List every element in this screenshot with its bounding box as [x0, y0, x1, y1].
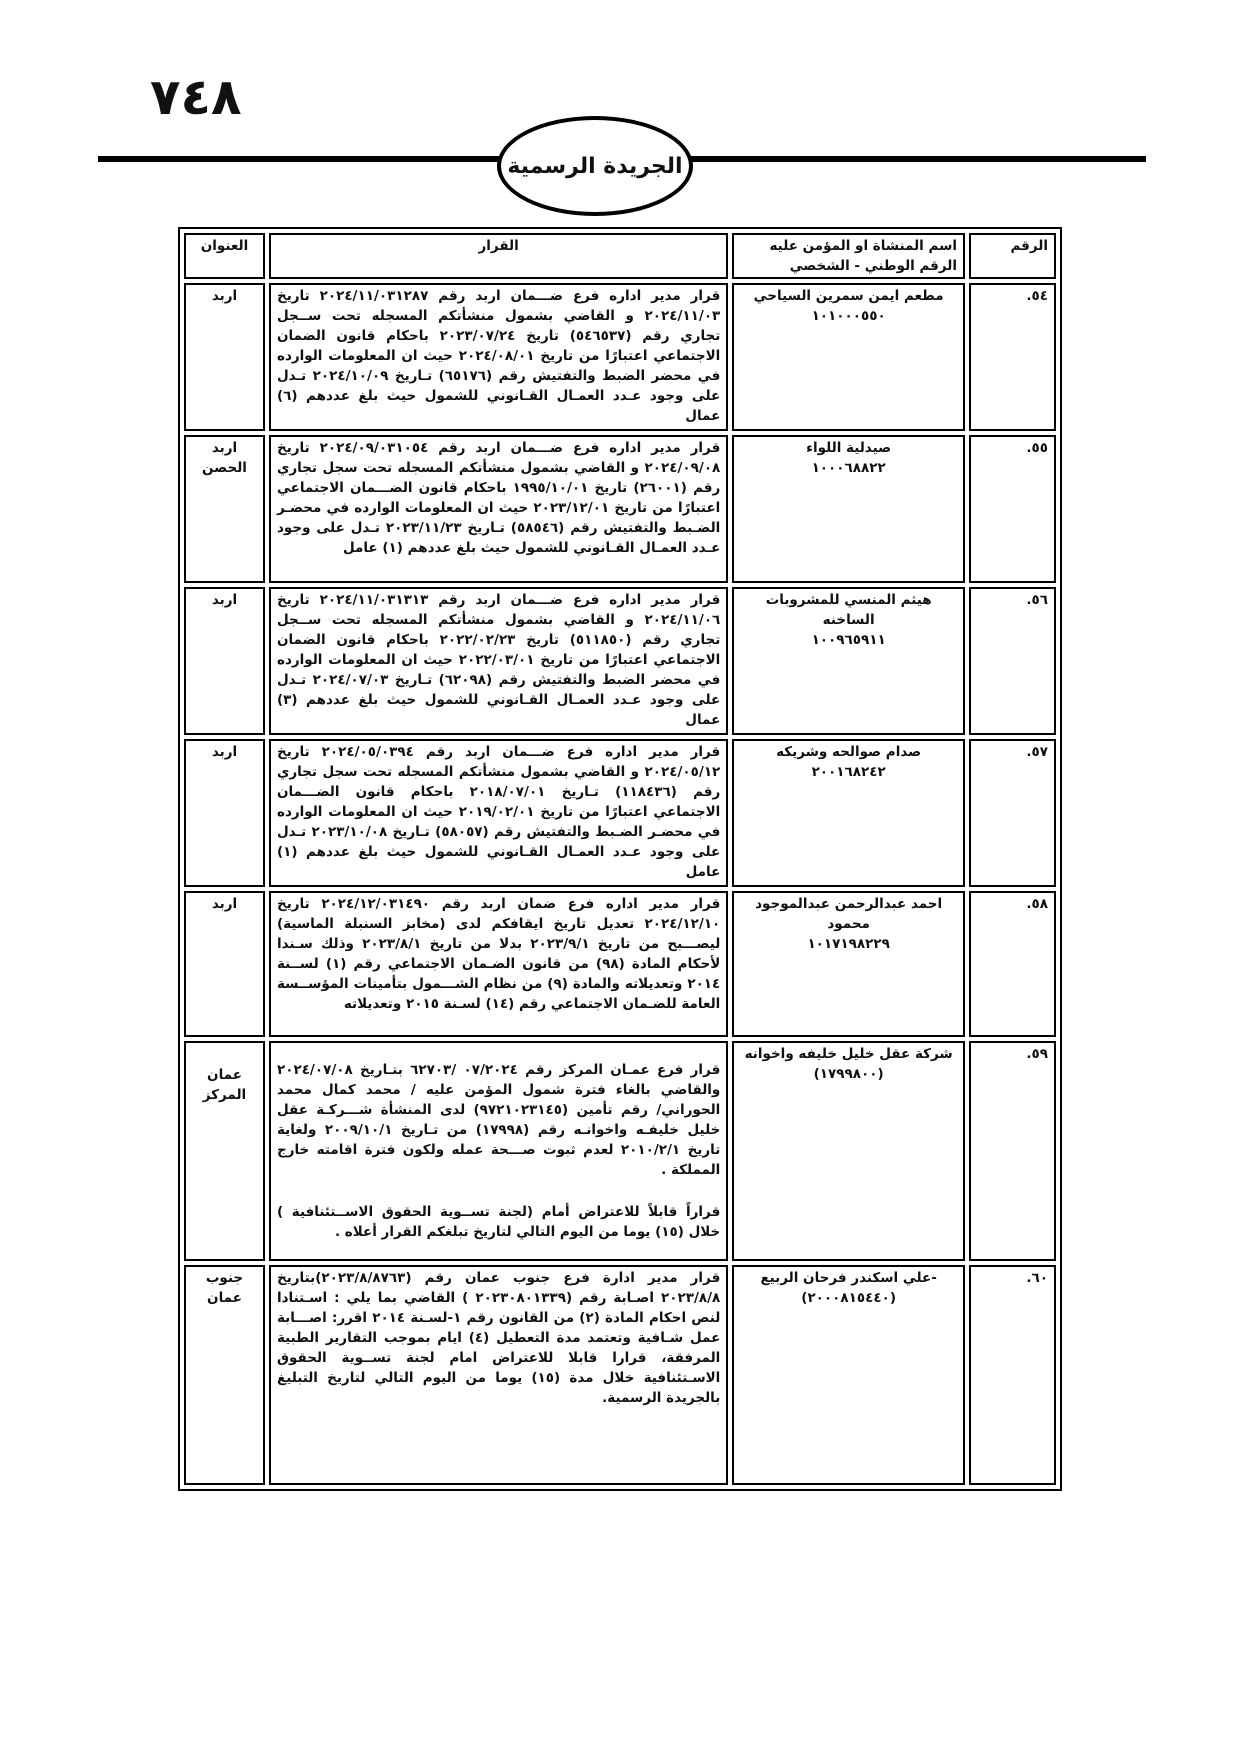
row-number: ٦٠.: [969, 1265, 1056, 1485]
row-address: اربد: [184, 891, 265, 1037]
row-number: ٥٥.: [969, 435, 1056, 583]
entity-id: ٢٠٠١٦٨٢٤٢: [811, 764, 886, 780]
row-address: اربد: [184, 739, 265, 887]
row-address: عمان المركز: [184, 1041, 265, 1261]
row-decision: [269, 435, 728, 583]
table-row: [184, 739, 1056, 887]
header-decision: القرار: [269, 233, 728, 279]
entity-name: صيدلية اللواء: [806, 440, 892, 456]
row-entity: [732, 1265, 965, 1485]
decision-text: قرار مدير ادارة فرع جنوب عمان رقم (٢٠٢٣/٨/٨٧٦٣)بتاريخ ٢٠٢٣/٨/٨ اصـابة رقم (٢٠٢٣٠٨٠١٣٣٩ ) القاضي بما يلي : اسـتنادا لنص احكام المادة (٢) من القانون رقم ١-لسـنة ٢٠١٤ اقرر: اصـــابة عمل شـافية وتعتمد مدة التعطيل (٤) ايام بموجب التقارير الطبية المرفقة، قرارا قابلا للاعتراض امام لجنة تســوية الحقوق الاسـتئنافية خلال مدة (١٥) يوما من اليوم التالي لتاريخ التبليغ بالجريدة الرسمية.: [276, 1270, 721, 1406]
row-entity: [732, 739, 965, 887]
row-address: جنوب عمان: [184, 1265, 265, 1485]
row-number: ٥٧.: [969, 739, 1056, 887]
header-address: العنوان: [184, 233, 265, 279]
table-row: [184, 435, 1056, 583]
entity-name: هيثم المنسي للمشروبات الساخنه: [765, 592, 932, 628]
table-row: [184, 587, 1056, 735]
header-number: الرقم: [969, 233, 1056, 279]
row-entity: [732, 283, 965, 431]
row-entity: [732, 891, 965, 1037]
entity-id: (٢٠٠٠٨١٥٤٤٠): [801, 1290, 897, 1306]
table-row: [184, 891, 1056, 1037]
entity-id: ١٠٠٩٦٥٩١١: [811, 632, 886, 648]
table-header-row: [184, 233, 1056, 279]
row-decision: [269, 283, 728, 431]
decision-text: قرار مدير اداره فرع ضـــمان اربد رقم ٢٠٢٤/١١/٠٣١٣١٣ تاريخ ٢٠٢٤/١١/٠٦ و القاضي بشمول منشأتكم المسجله تحت ســجل تجاري رقم (٥١١٨٥٠) تاريخ ٢٠٢٢/٠٢/٢٣ باحكام قانون الضمان الاجتماعي اعتبارًا من تاريخ ٢٠٢٢/٠٣/٠١ حيث ان المعلومات الوارده في محضر الضبط والتفتيش رقم (٦٢٠٩٨) تـاريخ ٢٠٢٤/٠٧/٠٣ تـدل على وجود عـدد العمـال القـانوني للشمول حيث بلغ عددهم (٣) عمال: [276, 592, 721, 728]
row-number: ٥٨.: [969, 891, 1056, 1037]
entity-id: ١٠١٧١٩٨٢٢٩: [807, 936, 890, 952]
entity-name: -علي اسكندر فرحان الربيع: [760, 1270, 937, 1286]
row-decision: [269, 739, 728, 887]
row-number: ٥٤.: [969, 283, 1056, 431]
row-address: اربد: [184, 283, 265, 431]
entity-name: مطعم ايمن سمرين السياحي: [753, 288, 944, 304]
row-decision: [269, 891, 728, 1037]
decision-text: قرار مدير اداره فرع ضـــمان اربد رقم ٢٠٢٤/١١/٠٣١٢٨٧ تاريخ ٢٠٢٤/١١/٠٣ و القاضي بشمول منشأتكم المسجله تحت ســجل تجاري رقم (٥٤٦٥٣٧) تاريخ ٢٠٢٣/٠٧/٢٤ باحكام قانون الضمان الاجتماعي اعتبارًا من تاريخ ٢٠٢٤/٠٨/٠١ حيث ان المعلومات الوارده في محضر الضبط والتفتيش رقم (٦٥١٧٦) تـاريخ ٢٠٢٤/١٠/٠٩ تـدل على وجود عـدد العمـال القـانوني للشمول حيث بلغ عددهم (٦) عمال: [276, 288, 721, 424]
row-decision: [269, 587, 728, 735]
entity-name: شركة عقل خليل خليفه واخوانه: [744, 1046, 953, 1062]
row-address: اربد: [184, 587, 265, 735]
entity-name: احمد عبدالرحمن عبدالموجود محمود: [755, 896, 943, 932]
row-number: ٥٦.: [969, 587, 1056, 735]
table-row: [184, 1041, 1056, 1261]
row-number: ٥٩.: [969, 1041, 1056, 1261]
entity-id: ١٠١٠٠٠٥٥٠: [811, 308, 886, 324]
row-decision: [269, 1265, 728, 1485]
decision-text: قرار مدير اداره فرع ضـــمان اربد رقم ٢٠٢٤/٠٥/٠٣٩٤ تاريخ ٢٠٢٤/٠٥/١٢ و القاضي بشمول منشأتكم المسجله تحت سجل تجاري رقم (١١٨٤٣٦) تـاريخ ٢٠١٨/٠٧/٠١ باحكام قانون الضـــمان الاجتماعي اعتبارًا من تاريخ ٢٠١٩/٠٢/٠١ حيث ان المعلومات الوارده في محضـر الضـبط والتفتيش رقم (٥٨٠٥٧) تـاريخ ٢٠٢٣/١٠/٠٨ تـدل على وجود عـدد العمـال القـانوني للشمول حيث بلغ عددهم (١) عامل: [276, 744, 721, 880]
row-entity: [732, 435, 965, 583]
table-row: [184, 1265, 1056, 1485]
decision-text: قرار فرع عمـان المركز رقم ٠٧/٢٠٢٤ /٦٢٧٠٣ بتـاريخ ٢٠٢٤/٠٧/٠٨ والقاضي بالغاء فترة شمول المؤمن عليه / محمد كمال محمد الحوراني/ رقم تأمين (٩٧٢١٠٢٣١٤٥) لدى المنشأة شـــركـة عقل خليل خليفـه واخوانـه رقم (١٧٩٩٨) من تـاريخ ٢٠٠٩/١٠/١ ولغاية تاريخ ٢٠١٠/٢/١ لعدم ثبوت صـــحة عمله ولكون فترة اقامته خارج المملكة .: [276, 1062, 721, 1178]
row-decision: [269, 1041, 728, 1261]
gazette-title: الجريدة الرسمية: [497, 116, 693, 216]
row-entity: [732, 1041, 965, 1261]
row-entity: [732, 587, 965, 735]
records-table: [178, 227, 1062, 1491]
decision-text: قرار مدير اداره فرع ضـــمان اربد رقم ٢٠٢٤/٠٩/٠٣١٠٥٤ تاريخ ٢٠٢٤/٠٩/٠٨ و القاضي بشمول منشأتكم المسجله تحت سجل تجاري رقم (٢٦٠٠١) تاريخ ١٩٩٥/١٠/٠١ باحكام قانون الضـــمان الاجتماعي اعتبارًا من تاريخ ٢٠٢٣/١٢/٠١ حيث ان المعلومات الوارده في محضـر الضـبط والتفتيش رقم (٥٨٥٤٦) تـاريخ ٢٠٢٣/١١/٢٣ تـدل على وجود عـدد العمـال القـانوني للشمول حيث بلغ عددهم (١) عامل: [276, 440, 721, 556]
header-entity: اسم المنشاة او المؤمن عليه الرقم الوطني - الشخصي: [732, 233, 965, 279]
decision-text: قرار مدير اداره فرع ضمان اربد رقم ٢٠٢٤/١٢/٠٣١٤٩٠ تاريخ ٢٠٢٤/١٢/١٠ تعديل تاريخ ايقافكم لدى (مخابز السنبلة الماسية) ليصـــبح من تاريخ ٢٠٢٣/٩/١ بدلا من تاريخ ٢٠٢٣/٨/١ وذلك سـندا لأحكام المادة (٩٨) من قانون الضـمان الاجتماعي رقم (١) لســنة ٢٠١٤ وتعديلاته والمادة (٩) من نظام الشـــمول بتأمينات المؤســسة العامة للضـمان الاجتماعي رقم (١٤) لسـنة ٢٠١٥ وتعديلاته: [276, 896, 721, 1012]
row-address: اربد الحصن: [184, 435, 265, 583]
page-number: ٧٤٨: [150, 68, 242, 126]
entity-id: ١٠٠٠٦٨٨٢٢: [811, 460, 886, 476]
table-row: [184, 283, 1056, 431]
entity-id: (١٧٩٩٨٠٠): [813, 1066, 884, 1082]
decision-note: قراراً قابلاً للاعتراض أمام (لجنة تســوية الحقوق الاســتئنافية ) خلال (١٥) يوما من اليوم التالي لتاريخ تبلغكم القرار أعلاه .: [276, 1204, 721, 1240]
entity-name: صدام صوالحه وشريكه: [776, 744, 922, 760]
